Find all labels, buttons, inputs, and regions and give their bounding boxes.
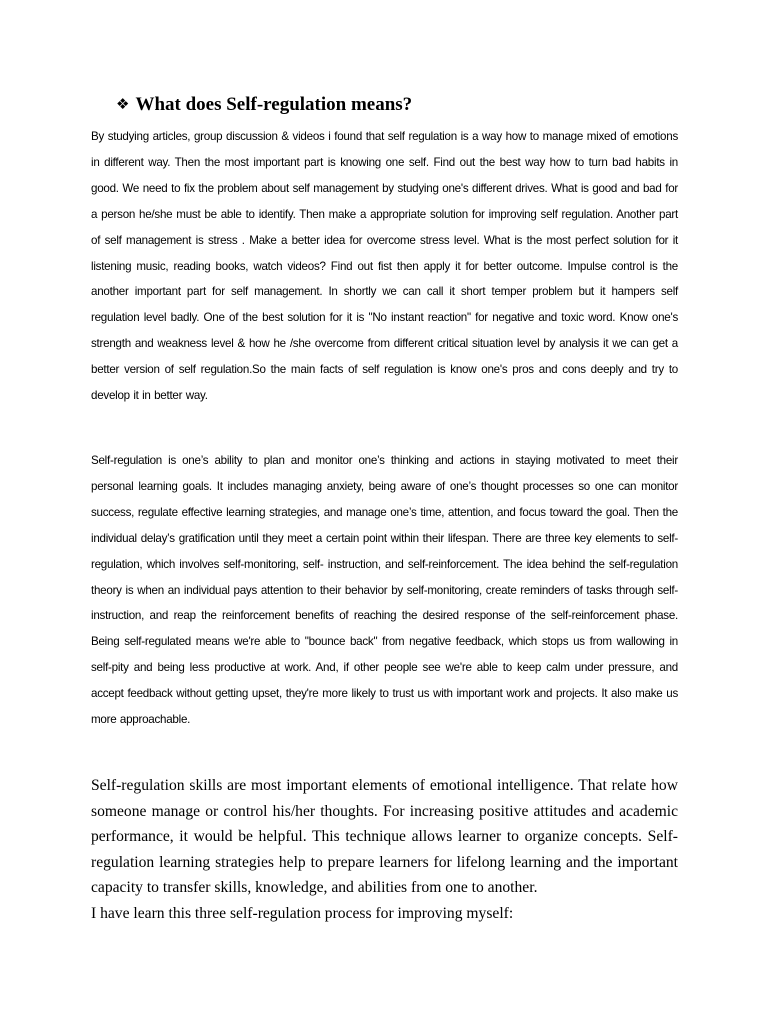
diamond-bullet-icon: ❖ bbox=[116, 95, 130, 113]
paragraph-1: By studying articles, group discussion & videos i found that self regulation is a way how to manage mixed of emotions in different way. Then the most important part is knowing one self. Find out the best way how to turn bad habits in good. We need to fix the problem about self management by studying one's different drives. What is good and bad for a person he/she must be able to identify. Then make a appropriate solution for improving self regulation. Another part of self management is stress . Make a better idea for overcome stress level. What is the most perfect solution for it listening music, reading books, watch videos? Find out fist then apply it for better outcome. Impulse control is the another important part for self management. In shortly we can call it short temper problem but it hampers self regulation level badly. One of the best solution for it is "No instant reaction" for negative and toxic word. Know one's strength and weakness level & how he /she overcome from different critical situation level by analysis it we can get a better version of self regulation.So the main facts of self regulation is know one's pros and cons deeply and try to develop it in better way. bbox=[91, 130, 678, 403]
paragraph-3: Self-regulation skills are most important elements of emotional intelligence. That relate how someone manage or control his/her thoughts. For increasing positive attitudes and academic performance, it would be helpful. This technique allows learner to organize concepts. Self-regulation learning strategies help to prepare learners for lifelong learning and the important capacity to transfer skills, knowledge, and abilities from one to another. bbox=[91, 777, 678, 897]
heading-text: What does Self-regulation means? bbox=[135, 94, 413, 115]
paragraph-4: I have learn this three self-regulation process for improving myself: bbox=[91, 905, 514, 922]
section-heading bbox=[116, 92, 412, 118]
paragraph-2: Self-regulation is one’s ability to plan and monitor one’s thinking and actions in staying motivated to meet their personal learning goals. It includes managing anxiety, being aware of one’s thought processes so one can monitor success, regulate effective learning strategies, and manage one’s time, attention, and focus toward the goal. Then the individual delay’s gratification until they meet a certain point within their lifespan. There are three key elements to self-regulation, which involves self-monitoring, self- instruction, and self-reinforcement. The idea behind the self-regulation theory is when an individual pays attention to their behavior by self-monitoring, create reminders of tasks through self-instruction, and reap the reinforcement benefits of reaching the desired response of the self-reinforcement phase. Being self-regulated means we're able to "bounce back" from negative feedback, which stops us from wallowing in self-pity and being less productive at work. And, if other people see we're able to keep calm under pressure, and accept feedback without getting upset, they're more likely to trust us with important work and projects. It also make us more approachable. bbox=[91, 454, 678, 727]
